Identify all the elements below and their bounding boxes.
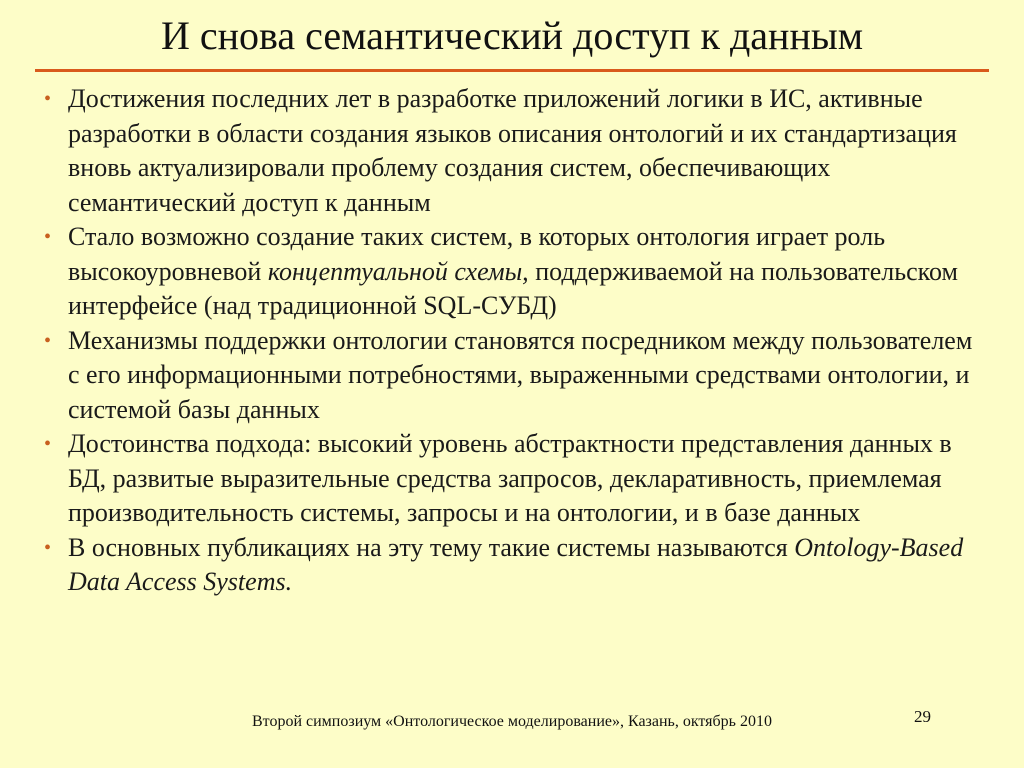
slide-footer: Второй симпозиум «Онтологическое моделирование», Казань, октябрь 2010: [252, 713, 772, 730]
bullet-item-3: [44, 324, 989, 428]
bullet-item-4: [44, 427, 989, 531]
bullet-list: [44, 82, 989, 600]
bullet-icon: •: [44, 329, 52, 352]
bullet-icon: •: [44, 536, 52, 559]
title-divider: [35, 69, 989, 72]
bullet-text: Достижения последних лет в разработке приложений логики в ИС, активные разработки в области создания языков описания онтологий и их стандартизация вновь актуализировали проблему создания систем, обеспечивающих семантический доступ к данным: [68, 84, 957, 217]
slide-title: И снова семантический доступ к данным: [160, 13, 864, 58]
bullet-text-before: Стало возможно создание таких систем, в которых онтология играет роль высокоуровневой: [68, 222, 886, 286]
bullet-text: Достоинства подхода: высокий уровень абстрактности представления данных в БД, развитые выразительные средства запросов, декларативность, приемлемая производительность системы, запросы и на онтологии, и в базе данных: [68, 429, 952, 527]
bullet-icon: •: [44, 226, 52, 248]
bullet-text: Механизмы поддержки онтологии становятся посредником между пользователем с его информационными потребностями, выраженными средствами онтологии, и системой базы данных: [68, 325, 973, 424]
bullet-text-italic: концептуальной схемы,: [267, 256, 529, 286]
bullet-text-italic: Ontology-Based Data Access Systems.: [68, 532, 964, 596]
bullet-text-after: поддерживаемой на пользовательском интерфейсе (над традиционной SQL-СУБД): [68, 256, 958, 320]
bullet-icon: •: [44, 88, 52, 110]
bullet-item-5: [44, 531, 989, 600]
bullet-text-before: В основных публикациях на эту тему такие системы называются: [68, 532, 795, 562]
bullet-icon: •: [44, 433, 52, 455]
page-number: 29: [914, 707, 931, 726]
bullet-item-2: [44, 220, 989, 324]
bullet-item-1: [44, 82, 989, 220]
